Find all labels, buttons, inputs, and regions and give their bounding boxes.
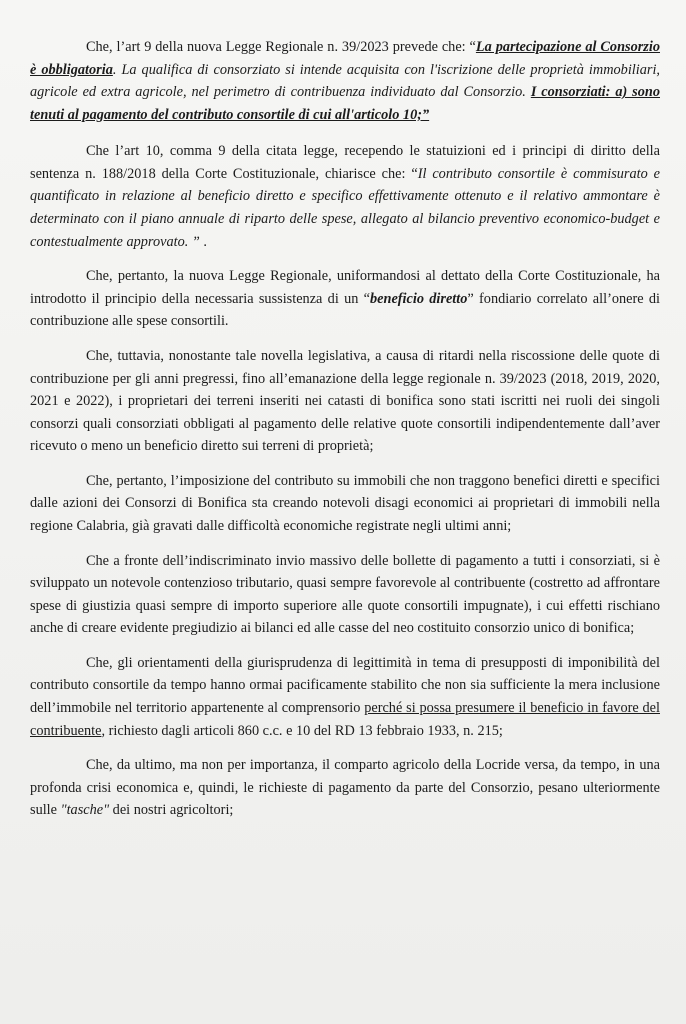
text-segment: Che: [86, 143, 110, 160]
text-segment: Il contributo consortile è commisurato e quantificato in relazione al beneficio diretto e specifico effettivamente ottenuto e il relativo ammontare è determinato con il piano annuale di riparto delle spese, allegato al bilancio preventivo economico-budget e contestualmente approvato. ”: [30, 165, 660, 250]
paragraph-7: [30, 652, 660, 742]
text-segment: , richiesto dagli articoli 860 c.c. e 10 del RD 13 febbraio 1933, n. 215;: [101, 722, 503, 739]
text-segment: perché si possa presumere il beneficio in favore del contribuente: [30, 700, 660, 739]
text-segment: Che,: [86, 347, 113, 364]
text-segment: "tasche": [60, 802, 110, 819]
text-segment: pertanto, la nuova Legge Regionale, uniformandosi al dettato della Corte Costituzionale, ha introdotto il principio della necessaria sussistenza di un “: [30, 268, 660, 307]
paragraph-8: [30, 754, 660, 822]
text-segment: tuttavia, nonostante tale novella legislativa, a causa di ritardi nella riscossione delle quote di contribuzione per gli anni pregressi, fino all’emanazione della legge regionale n. 39/2023 (2018, 2019, 2020, 2021 e 2022), i proprietari dei terreni inseriti nei catasti di bonifica sono stati iscritti nei ruoli dei singoli consorzi quali consorziati obbligati al pagamento delle relative quote consortili indipendentemente dall’aver ricevuto o meno un beneficio diretto sui terreni di proprietà;: [30, 347, 660, 455]
text-segment: ” fondiario correlato all’onere di contribuzione alle spese consortili.: [30, 290, 660, 330]
paragraph-1: [30, 36, 660, 126]
paragraph-2: [30, 140, 660, 253]
text-segment: Che,: [86, 654, 113, 671]
text-segment: . La qualifica di consorziato si intende acquisita con l'iscrizione delle proprietà immobiliari, agricole ed extra agricole, nel perimetro di contribuenza individuato dal Consorzio.: [30, 61, 660, 101]
text-segment: da ultimo, ma non per importanza, il comparto agricolo della Locride versa, da tempo, in una profonda crisi economica e, quindi, le richieste di pagamento da parte del Consorzio, pesano ulteriormente sulle: [30, 757, 660, 819]
text-segment: pertanto, l’imposizione del contributo su immobili che non traggono benefici diretti e specifici dalle azioni dei Consorzi di Bonifica sta creando notevoli disagi economici ai proprietari di immobili nella regione Calabria, già gravati dalle difficoltà economiche registrate negli ultimi anni;: [30, 472, 660, 534]
text-segment: dei nostri agricoltori;: [109, 802, 234, 819]
text-segment: Che,: [86, 757, 113, 774]
paragraph-4: [30, 345, 660, 458]
text-segment: .: [199, 233, 207, 250]
text-segment: Che,: [86, 472, 113, 489]
text-segment: Che,: [86, 39, 113, 55]
text-segment: a fronte dell’indiscriminato invio massivo delle bollette di pagamento a tutti i consorziati, si è sviluppato un notevole contenzioso tributario, quasi sempre favorevole al contribuente (costretto ad affrontare spese di giustizia quasi sempre di importo superiore alle quote consortili impugnate), i cui effetti rischiano anche di creare evidente pregiudizio ai bilanci ed alle casse del neo costituito consorzio unico di bonifica;: [30, 552, 660, 637]
text-segment: l’art 9 della nuova Legge Regionale n. 39/2023 prevede che: “: [112, 39, 476, 55]
paragraph-3: [30, 265, 660, 333]
document-body: [30, 36, 660, 822]
text-segment: beneficio diretto: [370, 290, 468, 307]
paragraph-6: [30, 550, 660, 640]
text-segment: I consorziati: a) sono tenuti al pagamento del contributo consortile di cui all'articolo 10;”: [30, 84, 660, 123]
text-segment: l’art 10, comma 9 della citata legge, recependo le statuizioni ed i principi di diritto della sentenza n. 188/2018 della Corte Costituzionale, chiarisce che: “: [30, 143, 660, 182]
paragraph-5: [30, 470, 660, 538]
text-segment: Che: [86, 552, 110, 569]
text-segment: Che,: [86, 268, 113, 285]
text-segment: La partecipazione al Consorzio è obbligatoria: [30, 39, 660, 78]
text-segment: gli orientamenti della giurisprudenza di legittimità in tema di presupposti di imponibilità del contributo consortile da tempo hanno ormai pacificamente stabilito che non sia sufficiente la mera inclusione dell’immobile nel territorio appartenente al comprensorio: [30, 654, 660, 717]
